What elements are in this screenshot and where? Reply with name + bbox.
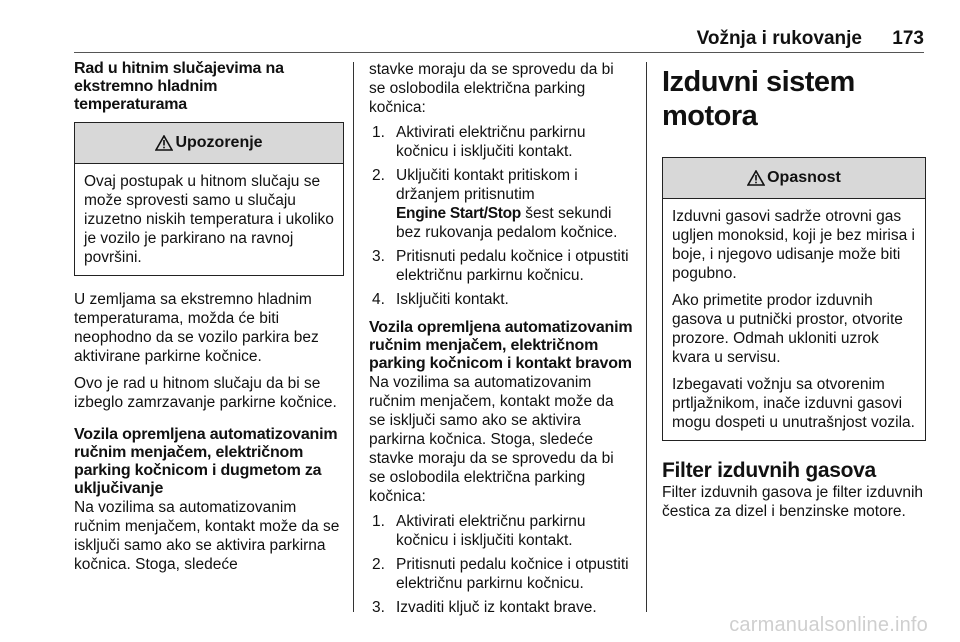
column-3 [662,60,926,521]
danger-text: Izduvni gasovi sadrže otrovni gas ugljen monoksid, koji je bez mirisa i boje, i njegovo udisanje može biti pogubno. [672,208,915,283]
warning-header [75,123,343,164]
list-item: 2. Pritisnuti pedalu kočnice i otpustiti električnu parkirnu kočnicu. [372,556,629,592]
danger-box [662,157,926,441]
warning-triangle-icon [747,170,765,186]
paragraph: Ovo je rad u hitnom slučaju da bi se izbeglo zamrzavanje parkirne kočnice. [74,375,337,411]
column-2 [369,60,633,622]
list-item: 2. Uključiti kontakt pritiskom i držanjem pritisnutim Engine Start/Stop šest sekundi bez rukovanja pedalom kočnice. [372,167,618,241]
list-item: 3. Pritisnuti pedalu kočnice i otpustiti električnu parkirnu kočnicu. [372,248,629,284]
paragraph: stavke moraju da se sprovedu da bi se oslobodila električna parking kočnica: [369,61,614,116]
warning-box [74,122,344,276]
danger-header [663,158,925,199]
list-item: 3. Izvaditi ključ iz kontakt brave. [372,599,597,616]
subheading-ignition-lock: Vozila opremljena automatizovanim ručnim menjačem, električnom parking kočnicom i kontakt bravom [369,319,633,372]
page-number: 173 [892,28,924,49]
warning-triangle-icon [155,135,173,151]
list-item: 4. Isključiti kontakt. [372,291,509,308]
section-heading-emergency: Rad u hitnim slučajevima na ekstremno hladnim temperaturama [74,60,284,113]
warning-text: Ovaj postupak u hitnom slučaju se može sprovesti samo u slučaju izuzetno niskih temperatura i ukoliko je vozilo je parkirano na ravnoj površini. [84,173,334,266]
column-divider [353,62,354,612]
paragraph: Na vozilima sa automatizovanim ručnim menjačem, kontakt može da se isključi samo ako se aktivira parkirna kočnica. Stoga, sledeće stavke moraju da se sprovedu da bi se oslobodila električna parking kočnica: [369,374,614,505]
list-item: 1. Aktivirati električnu parkirnu kočnicu i isključiti kontakt. [372,124,586,160]
danger-title: Opasnost [767,169,841,187]
chapter-title: Vožnja i rukovanje [696,28,862,49]
section-title-filter: Filter izduvnih gasova [662,459,876,483]
paragraph: Filter izduvnih gasova je filter izduvnih čestica za dizel i benzinske motore. [662,484,924,521]
column-divider [646,62,647,612]
engine-start-stop-term: Engine Start/Stop [396,205,521,222]
subheading-start-button: Vozila opremljena automatizovanim ručnim menjačem, električnom parking kočnicom i dugmetom za uključivanje [74,426,338,497]
list-item: 1. Aktivirati električnu parkirnu kočnicu i isključiti kontakt. [372,513,586,549]
warning-title: Upozorenje [175,134,263,151]
section-title-exhaust: Izduvni sistem motora [662,66,855,132]
danger-text: Ako primetite prodor izduvnih gasova u putnički prostor, otvorite prozore. Odmah ukloniti uzrok kvara u servisu. [672,292,903,367]
paragraph: Na vozilima sa automatizovanim ručnim menjačem, kontakt može da se isključi samo ako se aktivira parkirna kočnica. Stoga, sledeće [74,499,340,573]
steps-list-2 [369,512,633,617]
paragraph: U zemljama sa ekstremno hladnim temperaturama, možda će biti neophodno da se vozilo parkira bez aktivirane parkirne kočnice. [74,291,319,365]
column-1 [74,60,344,574]
page-header [74,28,924,53]
watermark: carmanualsonline.info [729,614,928,636]
danger-text: Izbegavati vožnju sa otvorenim prtljažnikom, inače izduvni gasovi mogu dospeti u unutrašnjost vozila. [672,376,915,432]
steps-list-1 [369,123,633,309]
